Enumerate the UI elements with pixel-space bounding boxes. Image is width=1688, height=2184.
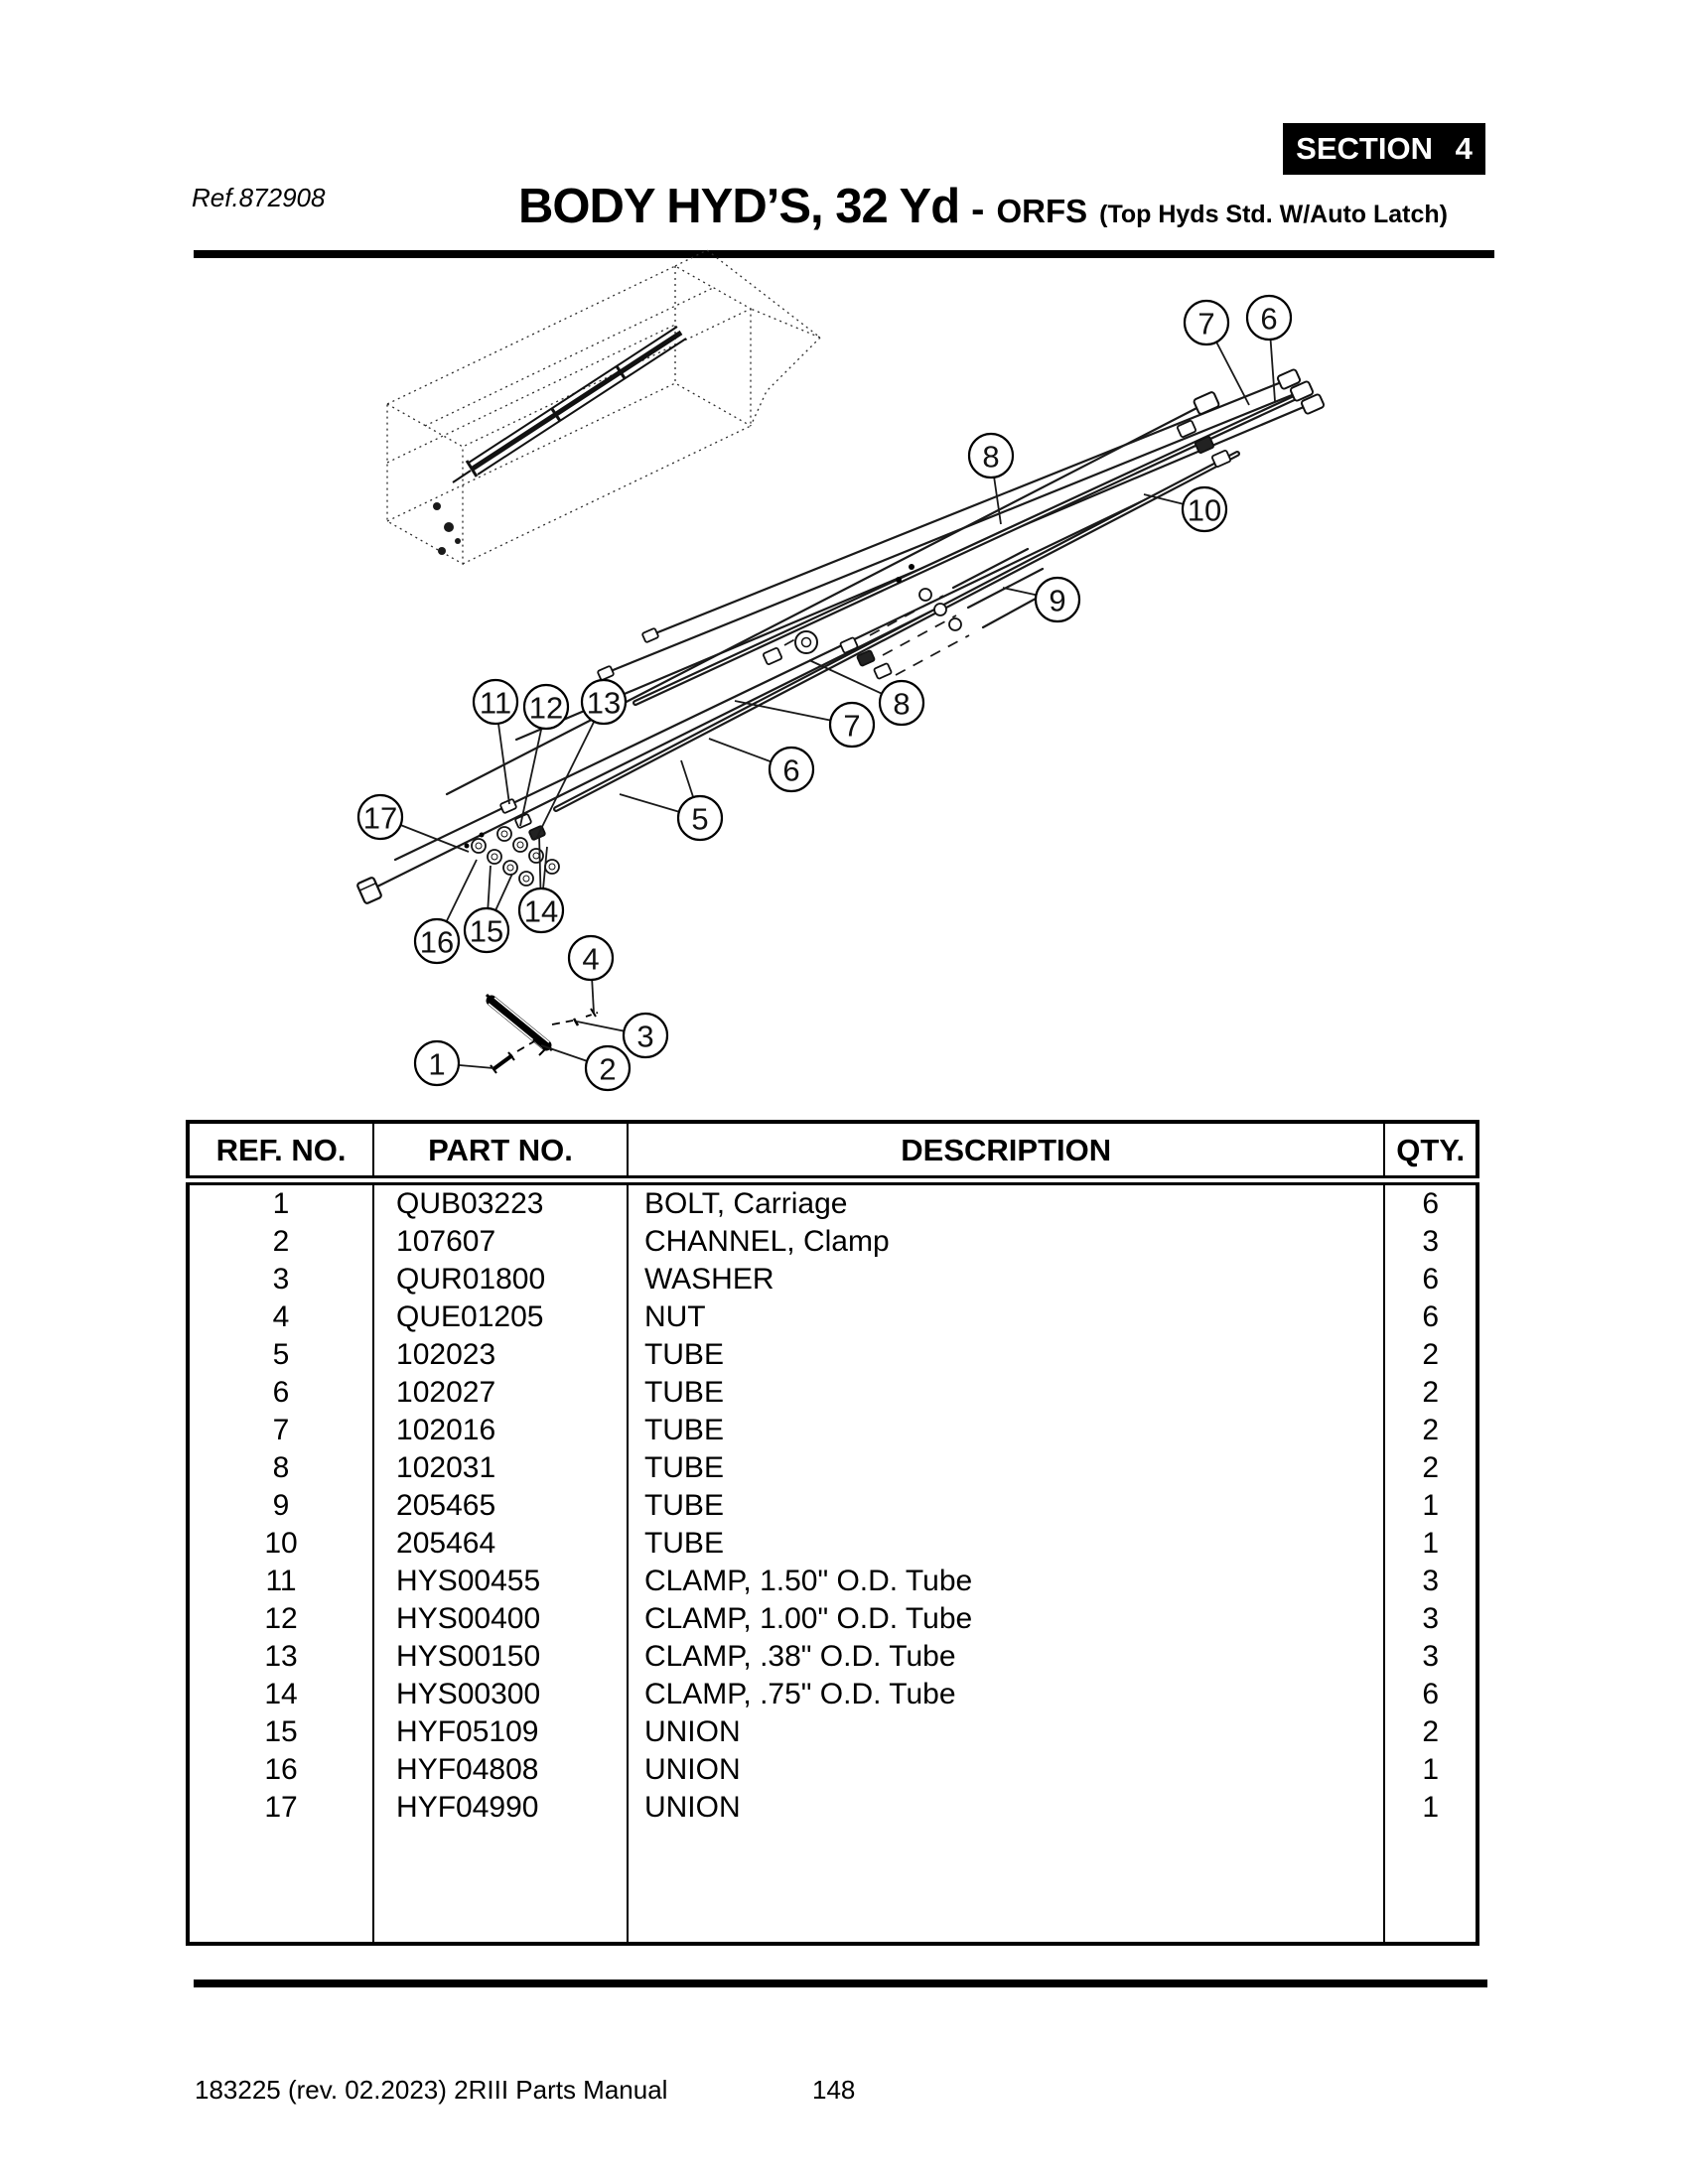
cell-desc: TUBE: [628, 1487, 1385, 1525]
cell-desc: TUBE: [628, 1412, 1385, 1449]
table-header-row: [188, 1122, 1477, 1180]
ref-number: Ref.872908: [192, 183, 326, 212]
cell-part: HYF05109: [373, 1713, 628, 1751]
cell-desc: NUT: [628, 1298, 1385, 1336]
table-row: [188, 1789, 1477, 1827]
cell-qty: 2: [1384, 1374, 1477, 1412]
cell-part: HYS00150: [373, 1638, 628, 1676]
cell-ref: 13: [264, 1640, 298, 1673]
table-row: [188, 1751, 1477, 1789]
parts-table: [186, 1120, 1479, 1946]
truck-body-inset: [387, 250, 820, 564]
cell-qty: 1: [1384, 1751, 1477, 1789]
table-row: [188, 1374, 1477, 1412]
cell-ref: 14: [264, 1678, 298, 1710]
callout-balloon-7: [830, 703, 874, 747]
cell-empty: [373, 1827, 628, 1944]
svg-text:14: 14: [523, 893, 559, 929]
section-badge: SECTION 4: [1283, 123, 1485, 175]
title-main: BODY HYD’S, 32 Yd: [518, 180, 960, 233]
footer-page-number: 148: [812, 2075, 856, 2105]
callout-balloon-8: [969, 434, 1013, 478]
table-row: [188, 1449, 1477, 1487]
callout-balloon-6: [1247, 296, 1291, 340]
cell-ref: 15: [264, 1715, 298, 1748]
svg-text:8: 8: [893, 686, 911, 722]
inset-tube: [453, 327, 686, 482]
svg-text:4: 4: [582, 941, 600, 977]
parts-table-body: [188, 1180, 1477, 1944]
svg-text:10: 10: [1187, 492, 1222, 528]
table-row: [188, 1487, 1477, 1525]
cell-ref: 2: [272, 1225, 290, 1258]
cell-qty: 2: [1384, 1713, 1477, 1751]
table-row: [188, 1223, 1477, 1261]
cell-ref: 10: [264, 1527, 298, 1560]
cell-ref: 11: [265, 1565, 297, 1597]
cell-ref: 3: [272, 1263, 290, 1296]
cell-ref: 8: [272, 1451, 290, 1484]
cell-ref: 5: [272, 1338, 290, 1371]
cell-part: 107607: [373, 1223, 628, 1261]
footer-document-info: 183225 (rev. 02.2023) 2RIII Parts Manual: [195, 2075, 668, 2105]
table-row: [188, 1638, 1477, 1676]
cell-desc: UNION: [628, 1713, 1385, 1751]
cell-part: QUR01800: [373, 1261, 628, 1298]
title-dash: -: [971, 188, 985, 231]
cell-empty: [188, 1827, 373, 1944]
cell-qty: 2: [1384, 1336, 1477, 1374]
table-row: [188, 1261, 1477, 1298]
title-note: (Top Hyds Std. W/Auto Latch): [1099, 201, 1449, 228]
callout-layer: [358, 296, 1291, 1090]
callout-balloon-3: [624, 1014, 667, 1057]
svg-text:11: 11: [479, 685, 512, 721]
cell-qty: 3: [1384, 1223, 1477, 1261]
table-filler-row: [188, 1827, 1477, 1944]
callout-balloon-13: [582, 680, 626, 724]
svg-text:8: 8: [982, 439, 1000, 475]
cell-desc: TUBE: [628, 1336, 1385, 1374]
cell-qty: 1: [1384, 1789, 1477, 1827]
column-header-ref: REF. NO.: [188, 1122, 373, 1180]
callout-balloon-11: [474, 680, 517, 724]
callout-balloon-6: [770, 748, 813, 791]
table-row: [188, 1180, 1477, 1223]
cell-qty: 3: [1384, 1600, 1477, 1638]
callout-balloon-17: [358, 795, 402, 839]
svg-text:6: 6: [782, 752, 800, 788]
cell-empty: [1384, 1827, 1477, 1944]
parts-table-section: [186, 1120, 1479, 1946]
table-row: [188, 1525, 1477, 1563]
cell-ref: 7: [272, 1414, 290, 1446]
cell-ref: 4: [272, 1300, 290, 1333]
cell-ref: 12: [264, 1602, 298, 1635]
cell-part: HYS00455: [373, 1563, 628, 1600]
svg-text:7: 7: [1197, 306, 1215, 341]
callout-balloon-14: [519, 888, 563, 932]
cell-desc: TUBE: [628, 1449, 1385, 1487]
cell-part: 205465: [373, 1487, 628, 1525]
cell-ref: 9: [272, 1489, 290, 1522]
svg-text:15: 15: [469, 913, 504, 949]
cell-desc: CLAMP, .38" O.D. Tube: [628, 1638, 1385, 1676]
cell-ref: 6: [272, 1376, 290, 1409]
svg-text:9: 9: [1049, 583, 1066, 618]
cell-qty: 2: [1384, 1449, 1477, 1487]
svg-text:3: 3: [636, 1019, 654, 1054]
cell-ref: 17: [264, 1791, 298, 1824]
callout-balloon-16: [415, 919, 459, 963]
table-row: [188, 1713, 1477, 1751]
cell-ref: 1: [272, 1187, 290, 1220]
callout-balloon-9: [1036, 578, 1079, 621]
inset-detail-dots: [433, 502, 461, 555]
cell-desc: WASHER: [628, 1261, 1385, 1298]
cell-part: 102027: [373, 1374, 628, 1412]
title-sub: ORFS: [996, 193, 1088, 229]
cell-desc: UNION: [628, 1751, 1385, 1789]
callout-balloon-2: [586, 1046, 630, 1090]
cell-part: 102016: [373, 1412, 628, 1449]
column-header-qty: QTY.: [1384, 1122, 1477, 1180]
cell-desc: CHANNEL, Clamp: [628, 1223, 1385, 1261]
table-row: [188, 1336, 1477, 1374]
column-header-part: PART NO.: [373, 1122, 628, 1180]
svg-text:2: 2: [599, 1051, 617, 1087]
callout-balloon-1: [415, 1041, 459, 1085]
cell-desc: CLAMP, 1.50" O.D. Tube: [628, 1563, 1385, 1600]
svg-text:7: 7: [843, 708, 861, 744]
svg-text:6: 6: [1260, 301, 1278, 337]
tube-bundle: [369, 379, 1311, 890]
callout-balloon-15: [465, 908, 508, 952]
svg-text:17: 17: [362, 800, 398, 836]
table-row: [188, 1676, 1477, 1713]
cell-qty: 6: [1384, 1261, 1477, 1298]
svg-text:16: 16: [419, 924, 455, 960]
svg-text:5: 5: [691, 801, 709, 837]
cell-part: QUE01205: [373, 1298, 628, 1336]
cell-qty: 6: [1384, 1298, 1477, 1336]
cell-part: HYS00400: [373, 1600, 628, 1638]
table-row: [188, 1563, 1477, 1600]
cell-qty: 6: [1384, 1180, 1477, 1223]
cell-part: 102031: [373, 1449, 628, 1487]
callout-balloon-5: [678, 796, 722, 840]
cell-part: 102023: [373, 1336, 628, 1374]
cell-qty: 1: [1384, 1487, 1477, 1525]
cell-ref: 16: [264, 1753, 298, 1786]
callout-balloon-7: [1185, 301, 1228, 344]
svg-text:1: 1: [428, 1046, 446, 1082]
svg-text:13: 13: [586, 685, 622, 721]
cell-desc: CLAMP, .75" O.D. Tube: [628, 1676, 1385, 1713]
callout-balloon-12: [524, 685, 568, 729]
cell-qty: 6: [1384, 1676, 1477, 1713]
cell-part: QUB03223: [373, 1180, 628, 1223]
cell-desc: BOLT, Carriage: [628, 1180, 1385, 1223]
svg-text:12: 12: [528, 690, 564, 726]
cell-qty: 3: [1384, 1563, 1477, 1600]
callout-balloon-8: [880, 681, 923, 725]
cell-desc: TUBE: [628, 1525, 1385, 1563]
table-row: [188, 1600, 1477, 1638]
bottom-clamp-assembly: [487, 995, 598, 1073]
cell-desc: UNION: [628, 1789, 1385, 1827]
cell-empty: [628, 1827, 1385, 1944]
table-row: [188, 1412, 1477, 1449]
column-header-desc: DESCRIPTION: [628, 1122, 1385, 1180]
callout-balloon-4: [569, 936, 613, 980]
cell-part: HYS00300: [373, 1676, 628, 1713]
cell-qty: 1: [1384, 1525, 1477, 1563]
cell-desc: TUBE: [628, 1374, 1385, 1412]
cell-qty: 3: [1384, 1638, 1477, 1676]
cell-part: HYF04808: [373, 1751, 628, 1789]
table-row: [188, 1298, 1477, 1336]
footer-divider: [194, 1979, 1487, 1987]
cell-part: HYF04990: [373, 1789, 628, 1827]
cell-qty: 2: [1384, 1412, 1477, 1449]
cell-part: 205464: [373, 1525, 628, 1563]
cell-desc: CLAMP, 1.00" O.D. Tube: [628, 1600, 1385, 1638]
callout-balloon-10: [1183, 487, 1226, 531]
